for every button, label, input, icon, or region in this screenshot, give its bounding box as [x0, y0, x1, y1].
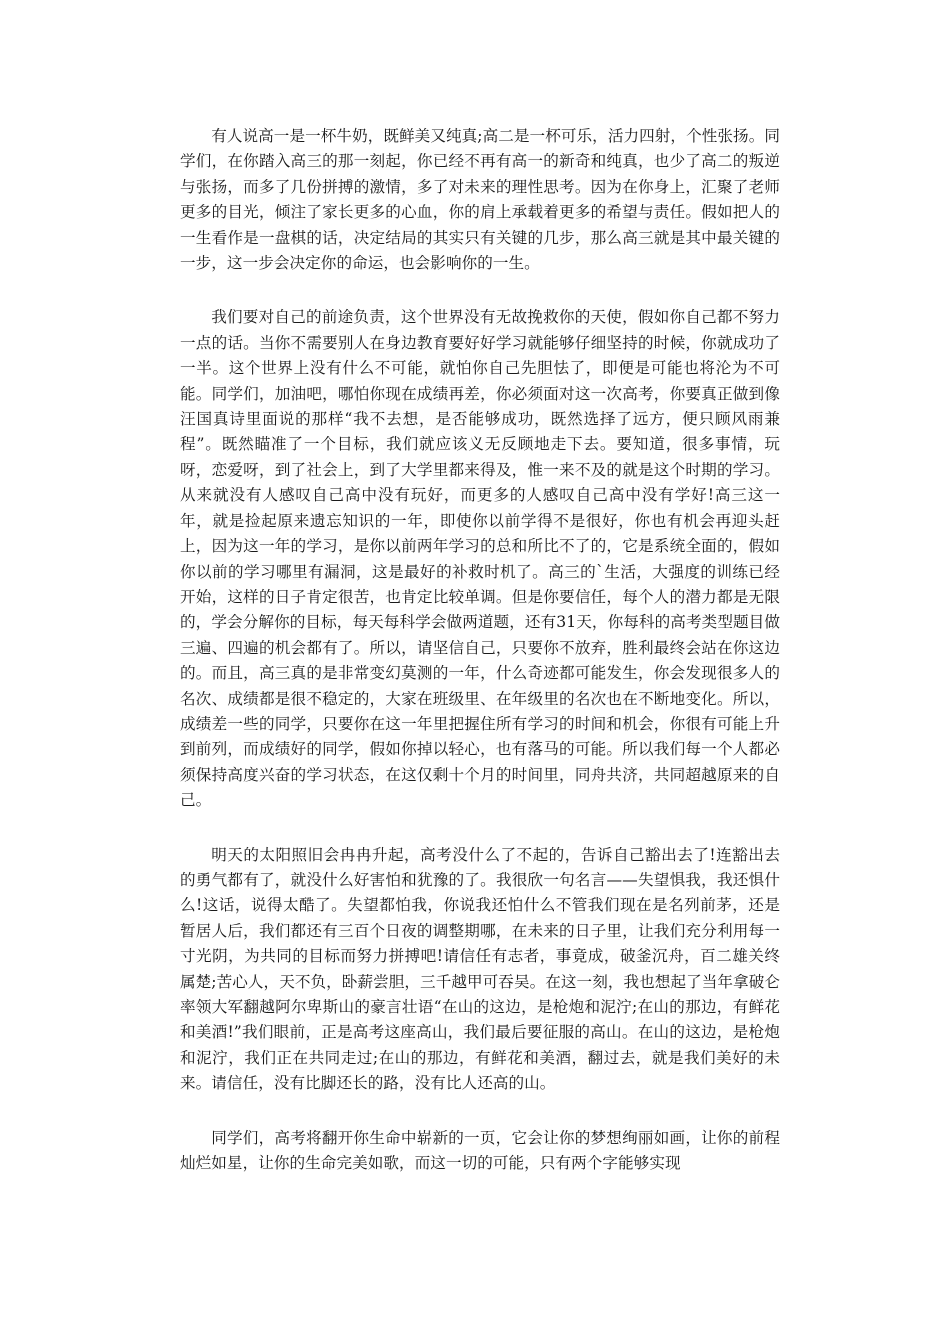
- paragraph-2: 我们要对自己的前途负责，这个世界没有无故挽救你的天使，假如你自己都不努力一点的话。当你不需要别人在身边教育要好好学习就能够仔细坚持的时候，你就成功了一半。这个世界上没有什么不可能，就怕你自己先胆怯了，即便是可能也将沦为不可能。同学们，加油吧，哪怕你现在成绩再差，你必须面对这一次高考，你要真正做到像汪国真诗里面说的那样“我不去想，是否能够成功，既然选择了远方，便只顾风雨兼程”。既然瞄准了一个目标，我们就应该义无反顾地走下去。要知道，很多事情，玩呀，恋爱呀，到了社会上，到了大学里都来得及，惟一来不及的就是这个时期的学习。从来就没有人感叹自己高中没有玩好，而更多的人感叹自己高中没有学好!高三这一年，就是捡起原来遗忘知识的一年，即使你以前学得不是很好，你也有机会再迎头赶上，因为这一年的学习，是你以前两年学习的总和所比不了的，它是系统全面的，假如你以前的学习哪里有漏洞，这是最好的补救时机了。高三的`生活，大强度的训练已经开始，这样的日子肯定很苦，也肯定比较单调。但是你要信任，每个人的潜力都是无限的，学会分解你的目标，每天每科学会做两道题，还有31天，你每科的高考类型题目做三遍、四遍的机会都有了。所以，请坚信自己，只要你不放弃，胜利最终会站在你这边的。而且，高三真的是非常变幻莫测的一年，什么奇迹都可能发生，你会发现很多人的名次、成绩都是很不稳定的，大家在班级里、在年级里的名次也在不断地变化。所以，成绩差一些的同学，只要你在这一年里把握住所有学习的时间和机会，你很有可能上升到前列，而成绩好的同学，假如你掉以轻心，也有落马的可能。所以我们每一个人都必须保持高度兴奋的学习状态，在这仅剩十个月的时间里，同舟共济，共同超越原来的自己。: [180, 308, 780, 810]
- document-body: [180, 124, 780, 1205]
- paragraph-4: 同学们，高考将翻开你生命中崭新的一页，它会让你的梦想绚丽如画，让你的前程灿烂如星，让你的生命完美如歌，而这一切的可能，只有两个字能够实现: [180, 1128, 780, 1173]
- paragraph-1: 有人说高一是一杯牛奶，既鲜美又纯真;高二是一杯可乐，活力四射，个性张扬。同学们，在你踏入高三的那一刻起，你已经不再有高一的新奇和纯真，也少了高二的叛逆与张扬，而多了几份拼搏的激情，多了对未来的理性思考。因为在你身上，汇聚了老师更多的目光，倾注了家长更多的心血，你的肩上承载着更多的希望与责任。假如把人的一生看作是一盘棋的话，决定结局的其实只有关键的几步，那么高三就是其中最关键的一步，这一步会决定你的命运，也会影响你的一生。: [180, 127, 780, 273]
- paragraph-3: 明天的太阳照旧会冉冉升起，高考没什么了不起的，告诉自己豁出去了!连豁出去的勇气都有了，就没什么好害怕和犹豫的了。我很欣一句名言——失望惧我，我还惧什么!这话，说得太酷了。失望都怕我，你说我还怕什么不管我们现在是名列前茅，还是暂居人后，我们都还有三百个日夜的调整期哪，在未来的日子里，让我们充分利用每一寸光阴，为共同的目标而努力拼搏吧!请信任有志者，事竟成，破釜沉舟，百二雄关终属楚;苦心人，天不负，卧薪尝胆，三千越甲可吞吴。在这一刻，我也想起了当年拿破仑率领大军翻越阿尔卑斯山的豪言壮语“在山的这边，是枪炮和泥泞;在山的那边，有鲜花和美酒!”我们眼前，正是高考这座高山，我们最后要征服的高山。在山的这边，是枪炮和泥泞，我们正在共同走过;在山的那边，有鲜花和美酒，翻过去，就是我们美好的未来。请信任，没有比脚还长的路，没有比人还高的山。: [180, 845, 780, 1093]
